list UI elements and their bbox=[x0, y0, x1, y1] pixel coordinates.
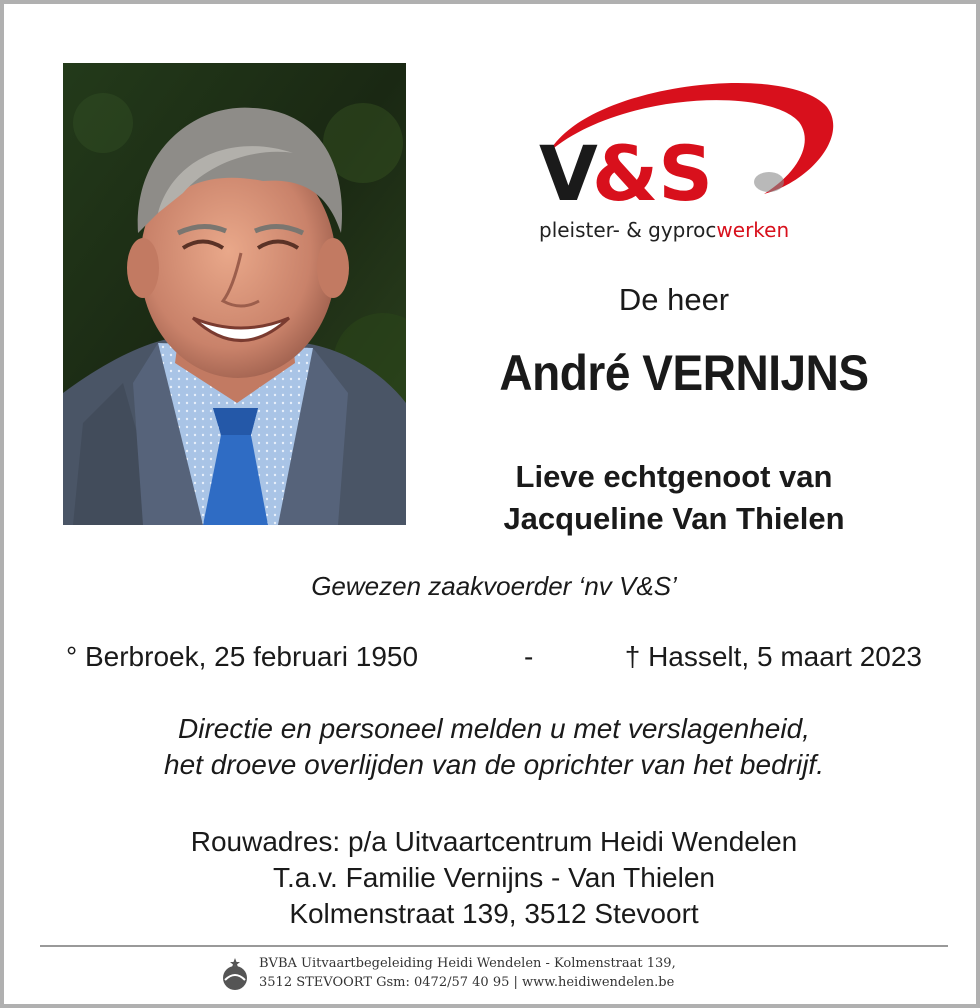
logo-mark-amp-s: &S bbox=[592, 129, 714, 218]
date-separator: - bbox=[524, 641, 534, 672]
message-block bbox=[4, 711, 980, 783]
message-line-2: het droeve overlijden van de oprichter van het bedrijf. bbox=[164, 749, 824, 780]
address-line-1: Rouwadres: p/a Uitvaartcentrum Heidi Wendelen bbox=[190, 826, 798, 857]
message-line-1: Directie en personeel melden u met verslagenheid, bbox=[178, 713, 810, 744]
address-line-3: Kolmenstraat 139, 3512 Stevoort bbox=[289, 898, 699, 929]
logo-tagline: pleister- & gyprocwerken bbox=[539, 218, 790, 242]
spouse-block bbox=[424, 456, 924, 540]
spouse-line-1: Lieve echtgenoot van bbox=[515, 459, 833, 494]
death-date: † Hasselt, 5 maart 2023 bbox=[624, 641, 922, 672]
role-line: Gewezen zaakvoerder ‘nv V&S’ bbox=[311, 571, 677, 601]
birth-date: ° Berbroek, 25 februari 1950 bbox=[66, 641, 419, 672]
spouse-line-2: Jacqueline Van Thielen bbox=[503, 501, 845, 536]
footer bbox=[219, 952, 779, 1002]
address-block bbox=[4, 824, 980, 932]
funeral-home-logo-icon bbox=[219, 956, 251, 992]
dates-row bbox=[64, 641, 924, 675]
address-line-2: T.a.v. Familie Vernijns - Van Thielen bbox=[273, 862, 715, 893]
footer-text bbox=[259, 954, 676, 992]
salutation: De heer bbox=[618, 282, 730, 317]
deceased-name: André VERNIJNS bbox=[499, 345, 869, 401]
portrait-photo bbox=[63, 63, 406, 525]
footer-divider bbox=[40, 945, 948, 947]
logo-mark-v: V bbox=[539, 129, 598, 218]
footer-line-2: 3512 STEVOORT Gsm: 0472/57 40 95 | www.heidiwendelen.be bbox=[259, 975, 675, 990]
footer-line-1: BVBA Uitvaartbegeleiding Heidi Wendelen - Kolmenstraat 139, bbox=[259, 956, 676, 971]
